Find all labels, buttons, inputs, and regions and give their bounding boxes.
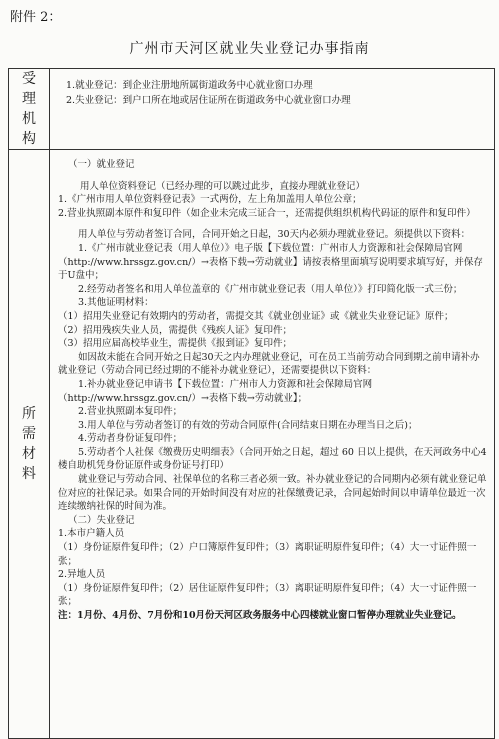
list-item: 2.经劳动者签名和用人单位盖章的《广州市就业登记表（用人单位）》打印简化版一式三份； bbox=[78, 283, 463, 295]
agency-line: 1.就业登记：到企业注册地所属街道政务中心就业窗口办理 bbox=[66, 80, 313, 91]
row-materials bbox=[9, 150, 495, 739]
paragraph: 用人单位资料登记（已经办理的可以跳过此步，直接办理就业登记） bbox=[80, 180, 366, 192]
guide-table bbox=[8, 68, 495, 739]
list-item: （1）招用失业登记有效期内的劳动者，需提交其《就业创业证》或《就业失业登记证》原件； bbox=[58, 310, 454, 322]
section-heading: （二）失业登记 bbox=[68, 514, 135, 526]
agency-line: 2.失业登记：到户口所在地或居住证所在街道政务中心就业窗口办理 bbox=[66, 95, 351, 106]
materials-content bbox=[50, 150, 495, 739]
list-item: （1）身份证原件复印件；（2）户口簿原件复印件；（3）离职证明原件复印件；（4）大一寸证件照一张； bbox=[58, 542, 477, 567]
list-item: 5.劳动者个人社保《缴费历史明细表》（合同开始之日起，超过 60 日以上提供，在天河政务中心4楼自助机凭身份证原件或身份证号打印） bbox=[58, 446, 487, 472]
list-item: （3）招用应届高校毕业生，需提供《报到证》复印件； bbox=[58, 338, 293, 350]
list-item: 1.《广州市就业登记表（用人单位）》电子版【下载位置：广州市人力资源和社会保障局官网（http://www.hrssgz.gov.cn/）→表格下载→劳动就业】请按表格里面填写说明要求填写好，并保存于U盘中； bbox=[58, 242, 483, 282]
list-item: （1）身份证原件复印件；（2）居住证原件复印件；（3）离职证明原件复印件；（4）大一寸证件照一张； bbox=[58, 582, 477, 608]
label-agency: 受 理 机 构 bbox=[9, 69, 50, 150]
paragraph: 如因故未能在合同开始之日起30天之内办理就业登记，可在员工当前劳动合同到期之前申请补办就业登记（劳动合同已经过期的不能补办就业登记），还需要提供以下资料： bbox=[58, 351, 480, 377]
attachment-label: 附件 2： bbox=[10, 10, 62, 25]
page-title: 广州市天河区就业失业登记办事指南 bbox=[129, 41, 370, 57]
list-item: 1.补办就业登记申请书【下载位置：广州市人力资源和社会保障局官网（http://www.hrssgz.gov.cn/）→表格下载→劳动就业】； bbox=[58, 378, 373, 404]
list-item: 2.营业执照副本复印件； bbox=[78, 406, 183, 418]
paragraph: 用人单位与劳动者签订合同，合同开始之日起，30天内必须办理就业登记。须提供以下资料： bbox=[78, 229, 471, 241]
paragraph: 就业登记与劳动合同、社保单位的名称三者必须一致。补办就业登记的合同期内必须有就业登记单位对应的社保记录。如果合同的开始时间没有对应的社保缴费记录，合同起始时间以申请单位最近一次连续缴纳社保的时间为准。 bbox=[58, 474, 487, 513]
agency-content bbox=[50, 69, 495, 150]
row-agency bbox=[9, 69, 495, 150]
note: 注：1月份、4月份、7月份和10月份天河区政务服务中心四楼就业窗口暂停办理就业失业登记。 bbox=[58, 610, 462, 621]
section-heading: （一）就业登记 bbox=[68, 159, 135, 170]
label-materials: 所 需 材 料 bbox=[9, 150, 50, 739]
list-item: 2.异地人员 bbox=[58, 569, 106, 581]
list-item: 4.劳动者身份证复印件； bbox=[78, 433, 183, 445]
list-item: 1.本市户籍人员 bbox=[58, 528, 125, 540]
list-item: 2.营业执照副本原件和复印件（如企业未完成三证合一，还需提供组织机构代码证的原件和复印件） bbox=[58, 207, 476, 219]
list-item: 1.《广州市用人单位资料登记表》一式两份，左上角加盖用人单位公章； bbox=[58, 194, 362, 206]
list-item: 3.其他证明材料： bbox=[78, 297, 154, 309]
list-item: 3.用人单位与劳动者签订的有效的劳动合同原件(合同结束日期在办理当日之后)； bbox=[78, 419, 418, 431]
list-item: （2）招用残疾失业人员，需提供《残疾人证》复印件； bbox=[58, 324, 293, 336]
